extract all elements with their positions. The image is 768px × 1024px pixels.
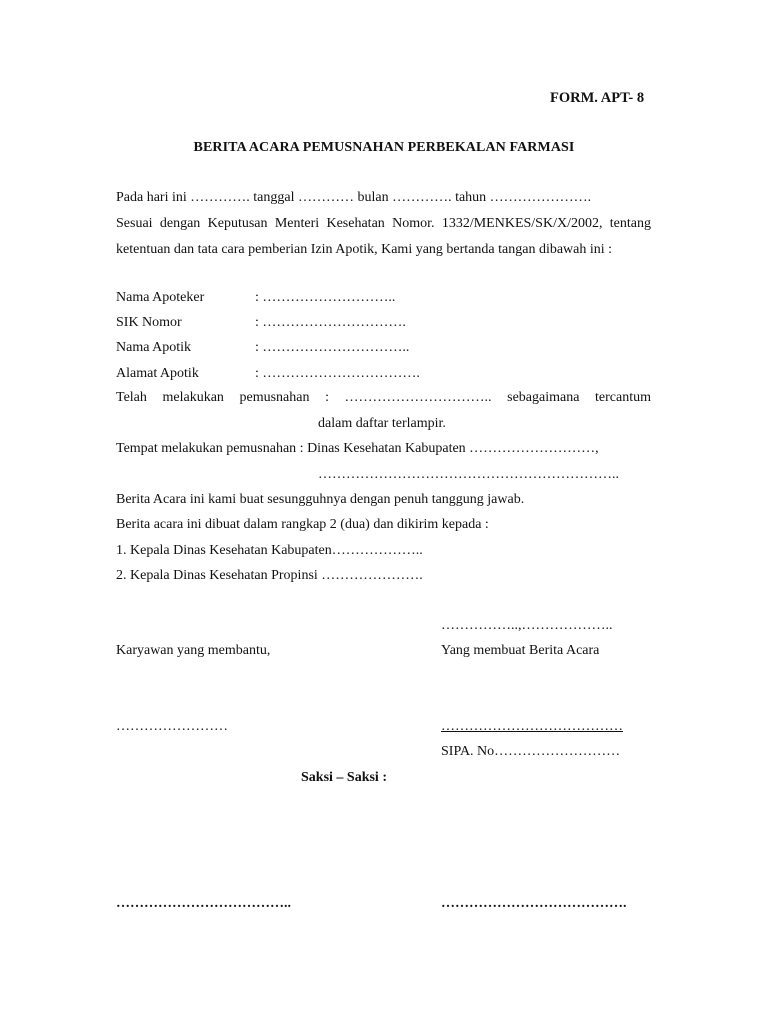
- place-date-line: ……………..,………………..: [441, 618, 613, 633]
- field-value-nama-apotik: : …………………………..: [255, 340, 410, 355]
- destruction-list-note: dalam daftar terlampir.: [318, 416, 446, 431]
- intro-section: [116, 185, 651, 263]
- witness-right-signature-line: ………………………………….: [441, 896, 627, 911]
- field-value-alamat-apotik: : …………………………….: [255, 366, 420, 381]
- field-label-alamat-apotik: Alamat Apotik: [116, 366, 199, 381]
- destruction-line: Telah melakukan pemusnahan : ………………………….. sebagaimana tercantum: [116, 390, 651, 405]
- destruction-place-continuation: ………………………………………………………..: [318, 467, 619, 482]
- form-code: FORM. APT- 8: [550, 90, 645, 106]
- helper-signature-label: Karyawan yang membantu,: [116, 643, 271, 658]
- field-value-nama-apoteker: : ………………………..: [255, 290, 396, 305]
- field-label-nama-apotik: Nama Apotik: [116, 340, 192, 355]
- statement-copies: Berita acara ini dibuat dalam rangkap 2 (dua) dan dikirim kepada :: [116, 517, 489, 532]
- recipient-kabupaten: 1. Kepala Dinas Kesehatan Kabupaten………………..: [116, 543, 423, 558]
- field-value-sik-nomor: : ………………………….: [255, 315, 406, 330]
- author-signature-line: …………………………………: [441, 719, 623, 734]
- field-label-nama-apoteker: Nama Apoteker: [116, 290, 205, 305]
- helper-signature-line: ……………………: [116, 719, 228, 734]
- field-label-sik-nomor: SIK Nomor: [116, 315, 182, 330]
- recipient-propinsi: 2. Kepala Dinas Kesehatan Propinsi ………………….: [116, 568, 423, 583]
- author-signature-label: Yang membuat Berita Acara: [441, 643, 600, 658]
- intro-date-line: Pada hari ini …………. tanggal ………… bulan …………. tahun ………………….: [116, 190, 592, 205]
- witness-left-signature-line: ………………………………..: [116, 896, 291, 911]
- document-title: BERITA ACARA PEMUSNAHAN PERBEKALAN FARMASI: [193, 140, 575, 155]
- intro-paragraph: Sesuai dengan Keputusan Menteri Kesehatan Nomor. 1332/MENKES/SK/X/2002, tentang ketentuan dan tata cara pemberian Izin Apotik, Kami yang bertanda tangan dibawah ini :: [116, 216, 651, 257]
- sipa-number: SIPA. No………………………: [441, 744, 621, 759]
- witness-title: Saksi – Saksi :: [301, 770, 387, 785]
- destruction-place-line: Tempat melakukan pemusnahan : Dinas Kesehatan Kabupaten ………………………,: [116, 441, 599, 456]
- statement-responsibility: Berita Acara ini kami buat sesungguhnya dengan penuh tanggung jawab.: [116, 492, 525, 507]
